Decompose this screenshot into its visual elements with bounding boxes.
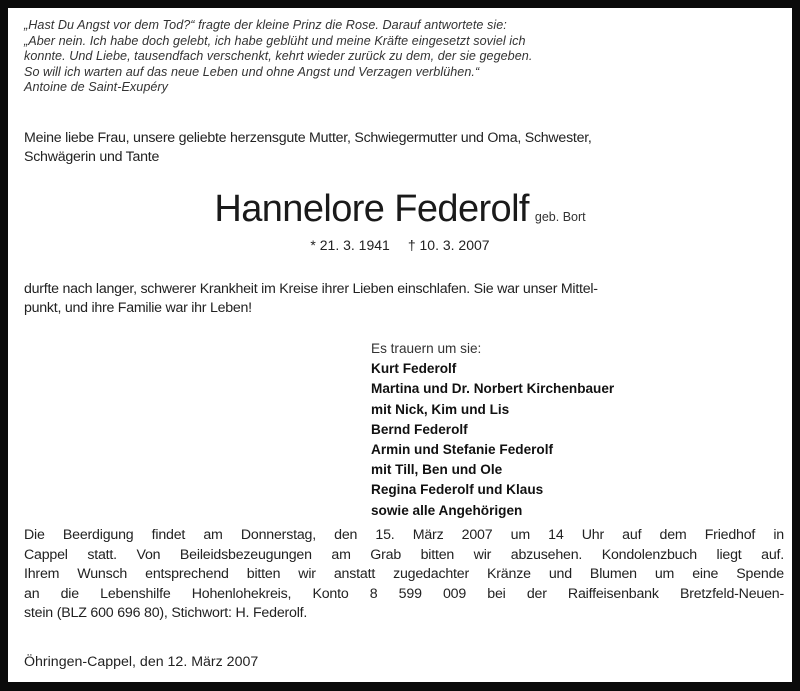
deceased-name-line [8,188,792,231]
deceased-name: Hannelore Federolf [214,188,529,230]
mourner-name: mit Nick, Kim und Lis [371,401,510,417]
passing-line: punkt, und ihre Familie war ihr Leben! [24,300,252,316]
passing-text [24,280,784,318]
mourner-name: Armin und Stefanie Federolf [371,442,554,458]
funeral-line: an die Lebenshilfe Hohenlohekreis, Konto 8 599 009 bei der Raiffeisenbank Bretzfeld-Neuen- [24,585,784,602]
quote-attribution: Antoine de Saint-Exupéry [24,80,169,94]
quote-line: „Hast Du Angst vor dem Tod?“ fragte der kleine Prinz die Rose. Darauf antwortete sie: [24,18,507,32]
passing-line: durfte nach langer, schwerer Krankheit im Kreise ihrer Lieben einschlafen. Sie war unser Mittel- [24,281,598,297]
funeral-details [24,526,784,624]
mourner-name: Regina Federolf und Klaus [371,482,544,498]
funeral-line: Die Beerdigung findet am Donnerstag, den 15. März 2007 um 14 Uhr auf dem Friedhof in [24,527,784,543]
life-dates [8,237,792,253]
mourners-list [371,339,614,521]
intro-text [24,129,784,167]
quote-line: konnte. Und Liebe, tausendfach verschenkt, kehrt wieder zurück zu dem, der sie gegeben. [24,49,533,63]
epigraph-quote [24,18,774,96]
quote-line: „Aber nein. Ich habe doch gelebt, ich habe geblüht und meine Kräfte eingesetzt soviel ich [24,33,526,48]
funeral-line: stein (BLZ 600 696 80), Stichwort: H. Federolf. [24,605,308,622]
place-and-date: Öhringen-Cappel, den 12. März 2007 [24,654,259,670]
birth-date: * 21. 3. 1941 [310,237,390,253]
mourner-name: mit Till, Ben und Ole [371,462,503,478]
intro-line: Meine liebe Frau, unsere geliebte herzensgute Mutter, Schwiegermutter und Oma, Schwester, [24,130,592,146]
intro-line: Schwägerin und Tante [24,149,160,165]
quote-line: So will ich warten auf das neue Leben und ohne Angst und Verzagen verblühen.“ [24,64,480,79]
mourners-heading: Es trauern um sie: [371,341,482,356]
mourner-name: sowie alle Angehörigen [371,502,523,518]
mourner-name: Kurt Federolf [371,361,457,377]
funeral-line: Ihrem Wunsch entsprechend bitten wir anstatt zugedachter Kränze und Blumen um eine Spende [24,566,784,583]
funeral-line: Cappel statt. Von Beileidsbezeugungen am Grab bitten wir abzusehen. Kondolenzbuch liegt auf. [24,546,784,563]
death-date: † 10. 3. 2007 [407,237,490,253]
maiden-name: geb. Bort [534,210,586,224]
mourner-name: Bernd Federolf [371,421,468,437]
mourner-name: Martina und Dr. Norbert Kirchenbauer [371,381,615,397]
